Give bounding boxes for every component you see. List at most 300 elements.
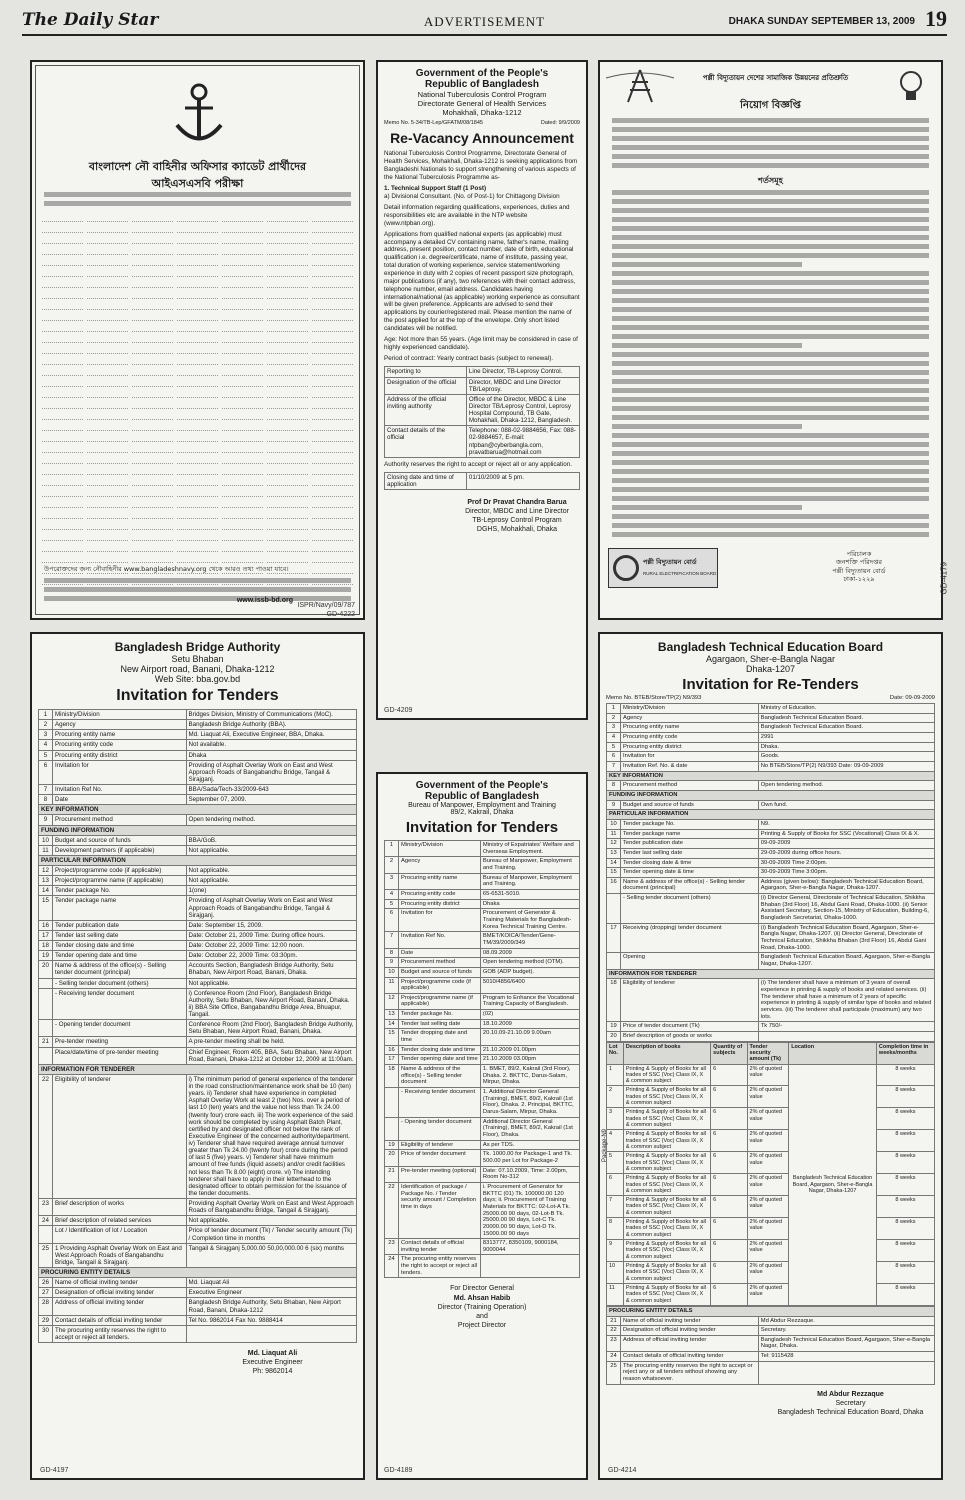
row-value: 09-09-2009 — [758, 839, 934, 849]
row-number: 8 — [607, 781, 621, 791]
reb-sig-org: পল্লী বিদ্যুতায়ন বোর্ড — [832, 566, 886, 575]
text-line — [612, 406, 929, 411]
roll-number-cell — [312, 531, 353, 541]
navy-web-link[interactable]: www.issb-bd.org — [236, 597, 293, 604]
row-value: Bureau of Manpower, Employment and Training. — [480, 873, 579, 889]
row-number — [39, 1226, 53, 1243]
bmet-headline: Invitation for Tenders — [405, 819, 559, 836]
text-line — [612, 415, 929, 420]
roll-number-cell — [132, 322, 173, 332]
row-value: September 07, 2009. — [186, 795, 356, 805]
bmet-header-4: 89/2, Kakrail, Dhaka — [450, 809, 514, 816]
roll-number-cell — [42, 278, 83, 288]
page-number: 19 — [925, 6, 947, 31]
roll-number-cell — [87, 388, 128, 398]
roll-number-cell — [267, 520, 308, 530]
roll-number-cell — [132, 223, 173, 233]
table-row — [607, 923, 935, 953]
table-row — [39, 760, 357, 784]
section-heading: KEY INFORMATION — [607, 771, 935, 781]
row-value: Md. Liaquat Ali, Executive Engineer, BBA, Dhaka. — [186, 730, 356, 740]
roll-number-cell — [132, 443, 173, 453]
row-key: The procuring entity reserves the right to accept or reject any or all tenders without showing any reason whatsoever. — [621, 1361, 759, 1384]
table-row — [385, 932, 580, 948]
roll-number-cell — [42, 223, 83, 233]
roll-number-cell — [312, 542, 353, 552]
row-number: 25 — [607, 1361, 621, 1384]
roll-number-cell — [177, 322, 218, 332]
roll-number-cell — [132, 355, 173, 365]
roll-number-cell — [177, 212, 218, 222]
lot-description: Printing & Supply of Books for all trades of SSC (Voc) Class IX, X & common subject — [623, 1086, 710, 1108]
roll-number-cell — [267, 311, 308, 321]
table-row — [607, 1316, 935, 1326]
lot-number: 4 — [607, 1130, 624, 1152]
row-value: As per TDS. — [480, 1140, 579, 1150]
roll-number-cell — [132, 432, 173, 442]
row-number: 2 — [39, 720, 53, 730]
table-row — [607, 742, 935, 752]
roll-number-cell — [312, 333, 353, 343]
table-row — [39, 1325, 357, 1342]
roll-number-cell — [132, 542, 173, 552]
row-number: 12 — [385, 993, 399, 1009]
row-number: 5 — [39, 750, 53, 760]
row-key: Reporting to — [385, 367, 467, 377]
section-label: ADVERTISEMENT — [423, 14, 546, 29]
bteb-header-1: Bangladesh Technical Education Board — [657, 640, 884, 654]
table-row — [39, 720, 357, 730]
navy-title: বাংলাদেশ নৌ বাহিনীর অফিসার ক্যাডেট প্রার্থীদের — [88, 160, 307, 173]
row-key: Address of official inviting tender — [621, 1335, 759, 1351]
row-value: Chief Engineer, Room 405, BBA, Setu Bhaban, New Airport Road, Banani, Dhaka-1212 at October 12, 2009 at 11:00am. — [186, 1047, 356, 1064]
table-row — [39, 1298, 357, 1315]
lot-quantity: 6 — [711, 1283, 747, 1305]
row-number: 3 — [385, 873, 399, 889]
row-value: (i) The tenderer shall have a minimum of 3 years of overall experience in printing & supply of books and related services. (ii) The tenderer shall have a minimum of 2 years of specific experience in printing & supply of similar type of books and related services. (iii) The tenderer shall participate (maximum) any two lots. — [758, 979, 934, 1022]
row-key: Address of official inviting tender — [53, 1298, 187, 1315]
row-value: 20.10.09-21.10.09 9.00am — [480, 1029, 579, 1045]
roll-number-cell — [267, 234, 308, 244]
section-row — [607, 810, 935, 820]
lot-header-cell: Description of books — [623, 1042, 710, 1064]
row-key: Procuring entity name — [399, 873, 481, 889]
roll-number-cell — [177, 333, 218, 343]
row-value: Md Abdur Rezzaque. — [758, 1316, 934, 1326]
roll-number-cell — [222, 476, 263, 486]
tb-header-2: Republic of Bangladesh — [425, 79, 539, 90]
roll-number-cell — [267, 223, 308, 233]
roll-number-cell — [177, 443, 218, 453]
roll-number-cell — [132, 377, 173, 387]
text-line — [612, 271, 929, 276]
roll-number-cell — [177, 531, 218, 541]
section-row — [39, 825, 357, 835]
row-number: 18 — [607, 979, 621, 1022]
table-row — [607, 752, 935, 762]
bba-header-2: Setu Bhaban — [171, 654, 224, 664]
table-row — [39, 941, 357, 951]
roll-number-cell — [312, 454, 353, 464]
lot-row — [607, 1108, 935, 1130]
roll-number-cell — [312, 553, 353, 563]
row-number: 24 — [39, 1216, 53, 1226]
row-value: Dhaka — [480, 899, 579, 909]
tb-period: Period of contract: Yearly contract basis (subject to renewal). — [384, 354, 554, 362]
navy-ad — [30, 60, 365, 620]
roll-number-cell — [312, 465, 353, 475]
lot-completion: 8 weeks — [876, 1240, 934, 1262]
roll-number-cell — [132, 289, 173, 299]
row-number: 7 — [607, 761, 621, 771]
table-row — [39, 1020, 357, 1037]
row-value: Date: October 21, 2009 Time: During office hours. — [186, 930, 356, 940]
lot-number: 1 — [607, 1064, 624, 1086]
roll-number-cell — [177, 278, 218, 288]
roll-number-cell — [42, 333, 83, 343]
row-value: i. Procurement of Generator for BKTTC (01) Tk. 100000.00 120 days; ii. Procurement of Training Materials for BKTTC: 02-Lot-A Tk. 25000.00 90 days, 02-Lot-B Tk. 25000.00 90 days, Lot-C Tk. 20000.00 90 days, Lot-D Tk. 15000.00 90 days — [480, 1182, 579, 1238]
table-row — [607, 1335, 935, 1351]
roll-number-cell — [312, 410, 353, 420]
table-row — [39, 1216, 357, 1226]
roll-number-cell — [132, 333, 173, 343]
roll-number-cell — [177, 399, 218, 409]
roll-number-cell — [222, 245, 263, 255]
roll-number-cell — [87, 399, 128, 409]
lot-security: 2% of quoted value — [747, 1064, 789, 1086]
lot-row — [607, 1218, 935, 1240]
row-value: Line Director, TB-Leprosy Control. — [466, 367, 579, 377]
navy-ref: ISPR/Navy/09/787 — [297, 602, 355, 609]
text-line — [612, 460, 929, 465]
row-value: Bangladesh Bridge Authority (BBA). — [186, 720, 356, 730]
lot-description: Printing & Supply of Books for all trades of SSC (Voc) Class IX, X & common subject — [623, 1196, 710, 1218]
row-number: 6 — [385, 909, 399, 932]
table-row — [39, 835, 357, 845]
roll-number-cell — [312, 388, 353, 398]
bmet-header-1: Government of the People's — [415, 780, 549, 791]
roll-number-cell — [87, 465, 128, 475]
reb-logo-name: পল্লী বিদ্যুতায়ন বোর্ড — [643, 558, 697, 566]
roll-number-cell — [222, 355, 263, 365]
lot-quantity: 6 — [711, 1218, 747, 1240]
table-row — [607, 800, 935, 810]
row-key: Ministry/Division — [53, 710, 187, 720]
row-key: Designation of official inviting tender — [53, 1288, 187, 1298]
row-key: Date — [53, 795, 187, 805]
row-key: Budget and source of funds — [53, 835, 187, 845]
table-row — [39, 876, 357, 886]
row-number: 20 — [39, 961, 53, 978]
roll-number-cell — [42, 553, 83, 563]
roll-number-cell — [267, 388, 308, 398]
roll-number-cell — [87, 278, 128, 288]
roll-number-cell — [87, 267, 128, 277]
roll-number-cell — [222, 256, 263, 266]
lot-security: 2% of quoted value — [747, 1240, 789, 1262]
row-number: 27 — [39, 1288, 53, 1298]
row-key: Tender package name — [621, 829, 759, 839]
roll-number-cell — [222, 421, 263, 431]
table-row — [39, 785, 357, 795]
row-number: 26 — [39, 1278, 53, 1288]
roll-number-cell — [267, 454, 308, 464]
row-key: Tender package No. — [53, 886, 187, 896]
roll-number-cell — [42, 355, 83, 365]
row-number: 18 — [385, 1065, 399, 1088]
text-line — [612, 226, 929, 231]
lot-security: 2% of quoted value — [747, 1174, 789, 1196]
roll-number-cell — [132, 388, 173, 398]
bteb-package-label: Package-N9 — [602, 1128, 608, 1162]
row-value: Open tendering method. — [186, 815, 356, 825]
roll-number-cell — [177, 520, 218, 530]
table-row — [385, 958, 580, 968]
row-number: 30 — [39, 1325, 53, 1342]
lot-number: 5 — [607, 1152, 624, 1174]
row-number: 3 — [607, 723, 621, 733]
lot-description: Printing & Supply of Books for all trades of SSC (Voc) Class IX, X & common subject — [623, 1174, 710, 1196]
row-key: Ministry/Division — [399, 841, 481, 857]
tb-headline: Re-Vacancy Announcement — [390, 130, 574, 146]
row-key: Brief description of related services — [53, 1216, 187, 1226]
table-row — [39, 896, 357, 920]
row-key: Tender last selling date — [53, 930, 187, 940]
tb-closing-table — [384, 472, 580, 490]
bteb-ad — [598, 632, 943, 1480]
row-value: BMET/KOICA/Tender/Gene-TM/39/2009/349 — [480, 932, 579, 948]
row-key: 1 Providing Asphalt Overlay Work on East and West Approach Roads of Bangabandhu Bridge, Tangail & Sirajganj. — [53, 1243, 187, 1267]
roll-number-cell — [222, 278, 263, 288]
lot-description: Printing & Supply of Books for all trades of SSC (Voc) Class IX, X & common subject — [623, 1283, 710, 1305]
row-value: i) Conference Room (2nd Floor), Bangladesh Bridge Authority, Setu Bhaban, New Airport Road, Banani, Dhaka. ii) BBA Site Office, Bangabandhu Bridge Area, Bhuapur, Tangail. — [186, 988, 356, 1020]
row-number: 14 — [607, 858, 621, 868]
row-number: 14 — [385, 1019, 399, 1029]
lot-security: 2% of quoted value — [747, 1283, 789, 1305]
text-line — [612, 433, 929, 438]
lot-completion: 8 weeks — [876, 1108, 934, 1130]
row-value: Ministry of Expatriates' Welfare and Overseas Employment. — [480, 841, 579, 857]
roll-number-cell — [87, 355, 128, 365]
table-row — [385, 993, 580, 1009]
section-heading: PROCURING ENTITY DETAILS — [39, 1268, 357, 1278]
text-line — [612, 505, 802, 510]
roll-number-cell — [177, 355, 218, 365]
row-number: 11 — [385, 977, 399, 993]
table-row — [385, 367, 580, 377]
text-line — [612, 190, 929, 195]
roll-number-cell — [87, 256, 128, 266]
lot-row — [607, 1064, 935, 1086]
row-key: Name & address of the office(s) - Selling tender document (principal) — [53, 961, 187, 978]
row-value: Tangail & Sirajganj 5,000.00 50,00,000.00 6 (six) months — [186, 1243, 356, 1267]
lot-header-cell: Quantity of subjects — [711, 1042, 747, 1064]
row-key: Ministry/Division — [621, 704, 759, 714]
bteb-headline: Invitation for Re-Tenders — [682, 676, 859, 693]
row-number: 5 — [607, 742, 621, 752]
roll-number-cell — [312, 421, 353, 431]
lot-quantity: 6 — [711, 1240, 747, 1262]
row-value: Additional Director General (Training), BMET, 89/2, Kakrail (1st Floor), Dhaka. — [480, 1117, 579, 1140]
lot-completion: 8 weeks — [876, 1283, 934, 1305]
section-row — [39, 855, 357, 865]
row-value: Printing & Supply of Books for SSC (Vocational) Class IX & X. — [758, 829, 934, 839]
roll-number-cell — [312, 432, 353, 442]
table-row — [39, 978, 357, 988]
roll-number-cell — [42, 212, 83, 222]
roll-number-cell — [87, 322, 128, 332]
roll-number-cell — [222, 465, 263, 475]
row-value: Open tendering method (OTM). — [480, 958, 579, 968]
row-number: 11 — [607, 829, 621, 839]
text-line — [612, 388, 929, 393]
text-line — [612, 307, 929, 312]
text-line — [612, 469, 929, 474]
tb-header-1: Government of the People's — [415, 68, 549, 79]
row-value: Not applicable. — [186, 1216, 356, 1226]
roll-number-cell — [42, 542, 83, 552]
row-number: 13 — [385, 1010, 399, 1020]
roll-number-cell — [267, 432, 308, 442]
row-value: (02) — [480, 1010, 579, 1020]
table-row — [385, 377, 580, 394]
roll-number-cell — [267, 399, 308, 409]
lot-header-cell: Tender security amount (Tk) — [747, 1042, 789, 1064]
row-value: Executive Engineer — [186, 1288, 356, 1298]
row-number: 15 — [607, 868, 621, 878]
row-key: Name & address of the office(s) - Selling tender document (principal) — [621, 877, 759, 893]
reb-sig-title: পরিচালক — [846, 550, 872, 558]
row-value: Md. Liaquat Ali — [186, 1278, 356, 1288]
lot-header-row — [607, 1042, 935, 1064]
row-number: 23 — [607, 1335, 621, 1351]
roll-number-cell — [267, 487, 308, 497]
row-key: Procuring entity code — [53, 740, 187, 750]
bba-signature — [188, 1349, 357, 1376]
row-key: Procuring entity code — [399, 889, 481, 899]
lot-header-cell: Location — [789, 1042, 877, 1064]
bteb-tender-table — [606, 703, 935, 1042]
roll-number-cell — [132, 476, 173, 486]
reb-gd-number: GD-4179 — [939, 562, 948, 595]
roll-number-cell — [42, 289, 83, 299]
row-value: Tel: 9115428 — [758, 1352, 934, 1362]
lot-row — [607, 1152, 935, 1174]
table-row — [39, 1037, 357, 1047]
row-number: 10 — [607, 819, 621, 829]
text-line — [612, 244, 929, 249]
row-number: 9 — [39, 815, 53, 825]
roll-number-cell — [87, 498, 128, 508]
row-value: (i) Director General, Directorate of Technical Education, Shikkha Bhaban (3rd Floor) 16, Abdul Gani Road, Dhaka-1000. (ii) Senior Assistant Secretary, Section-15, Ministry of Education, Building-6, Bangladesh Secretariat, Dhaka-1000. — [758, 894, 934, 924]
row-value: Goods. — [758, 752, 934, 762]
row-value: i) The minimum period of general experience of the tenderer in the road construction/maintenance work shall be 10 (ten) years. ii) Tenderer shall have experience in completed Asphalt Overlay Work at least 2 (two) Nos. over a period of last 10 (ten) years and the value not less than Tk 24.00 (twenty four) crore each. iii) The work experience of the said work should be completed by using Asphalt Batch Plant, certified by and designated officer not below the rank of Executive Engineer of the concerned authority/department. iv) Tenderer shall have required average annual turnover greater than Tk 24.00 (twenty four) crore during the period of last 5 (five) years. v) Tenderer shall have minimum amount of free funds (liquid assets) and/or credit facilities not less than Tk 8.00 (eight) crore. vi) The intending tenderer shall have to apply in their letterhead to the designated officer to obtain permission for the issuance of the tender documents. — [186, 1074, 356, 1198]
lot-quantity: 6 — [711, 1108, 747, 1130]
lot-completion: 8 weeks — [876, 1196, 934, 1218]
roll-number-cell — [222, 487, 263, 497]
table-row — [39, 730, 357, 740]
row-number: 8 — [39, 795, 53, 805]
roll-number-cell — [312, 300, 353, 310]
row-key: Price of tender document — [399, 1150, 481, 1166]
section-row — [39, 805, 357, 815]
row-value: Director, MBDC and Line Director TB/Leprosy. — [466, 377, 579, 394]
lot-completion: 8 weeks — [876, 1218, 934, 1240]
roll-number-cell — [312, 267, 353, 277]
lot-row — [607, 1196, 935, 1218]
roll-number-cell — [312, 476, 353, 486]
tb-header-5: Mohakhali, Dhaka-1212 — [442, 108, 522, 117]
row-value: Bangladesh Bridge Authority, Setu Bhaban, New Airport Road, Banani, Dhaka-1212 — [186, 1298, 356, 1315]
roll-number-cell — [177, 410, 218, 420]
roll-number-cell — [42, 366, 83, 376]
roll-number-cell — [87, 520, 128, 530]
row-number: 2 — [385, 857, 399, 873]
tb-header-4: Directorate General of Health Services — [417, 99, 547, 108]
row-value: 29-09-2009 during office hours. — [758, 848, 934, 858]
roll-number-cell — [87, 476, 128, 486]
row-number: 19 — [607, 1022, 621, 1032]
roll-number-cell — [222, 212, 263, 222]
row-number: 13 — [39, 876, 53, 886]
row-value — [758, 1031, 934, 1041]
row-number — [39, 1047, 53, 1064]
row-value — [186, 1325, 356, 1342]
table-row — [385, 873, 580, 889]
table-row — [607, 704, 935, 714]
row-number: 17 — [39, 930, 53, 940]
roll-number-cell — [132, 553, 173, 563]
table-row — [39, 1315, 357, 1325]
row-key: Agency — [53, 720, 187, 730]
roll-number-cell — [42, 498, 83, 508]
table-row — [385, 1255, 580, 1278]
row-value: Providing of Asphalt Overlay Work on East and West Approach Roads of Bangabandhu Bridge, Tangail & Sirajganj. — [186, 896, 356, 920]
bmet-sig-and: and — [476, 1312, 488, 1320]
row-value: Bangladesh Technical Education Board. — [758, 723, 934, 733]
roll-number-cell — [87, 443, 128, 453]
row-key: The procuring entity reserves the right to accept or reject all tenders. — [399, 1255, 481, 1278]
roll-number-cell — [222, 520, 263, 530]
row-number: 9 — [607, 800, 621, 810]
row-key: Date — [399, 948, 481, 958]
row-key: Procuring entity district — [53, 750, 187, 760]
roll-number-cell — [87, 300, 128, 310]
row-value: Tk 750/- — [758, 1022, 934, 1032]
table-row — [385, 857, 580, 873]
table-row — [607, 953, 935, 969]
table-row — [39, 1243, 357, 1267]
row-number: 15 — [385, 1029, 399, 1045]
roll-number-cell — [42, 388, 83, 398]
row-number: 24 — [607, 1352, 621, 1362]
row-value: 21.10.2009 03.00pm — [480, 1055, 579, 1065]
row-key: Procuring entity name — [53, 730, 187, 740]
table-row — [385, 1065, 580, 1088]
row-value: (i) Bangladesh Technical Education Board, Agargaon, Sher-e-Bangla Nagar, Dhaka-1207. (ii) Director General, Directorate of Technical Education, Shikkha Bhaban (3rd Floor) 16, Abdul Gani Road, Dhaka-1000. — [758, 923, 934, 953]
reb-ad — [598, 60, 948, 620]
roll-number-cell — [267, 421, 308, 431]
bba-tender-table — [38, 709, 357, 1343]
roll-number-cell — [222, 267, 263, 277]
section-row — [607, 790, 935, 800]
tb-dated: Dated: 9/9/2009 — [540, 120, 580, 126]
table-row — [385, 1010, 580, 1020]
roll-number-cell — [42, 509, 83, 519]
bteb-gd-number: GD-4214 — [608, 1467, 637, 1474]
lot-completion: 8 weeks — [876, 1152, 934, 1174]
row-key: Tender last selling date — [621, 848, 759, 858]
